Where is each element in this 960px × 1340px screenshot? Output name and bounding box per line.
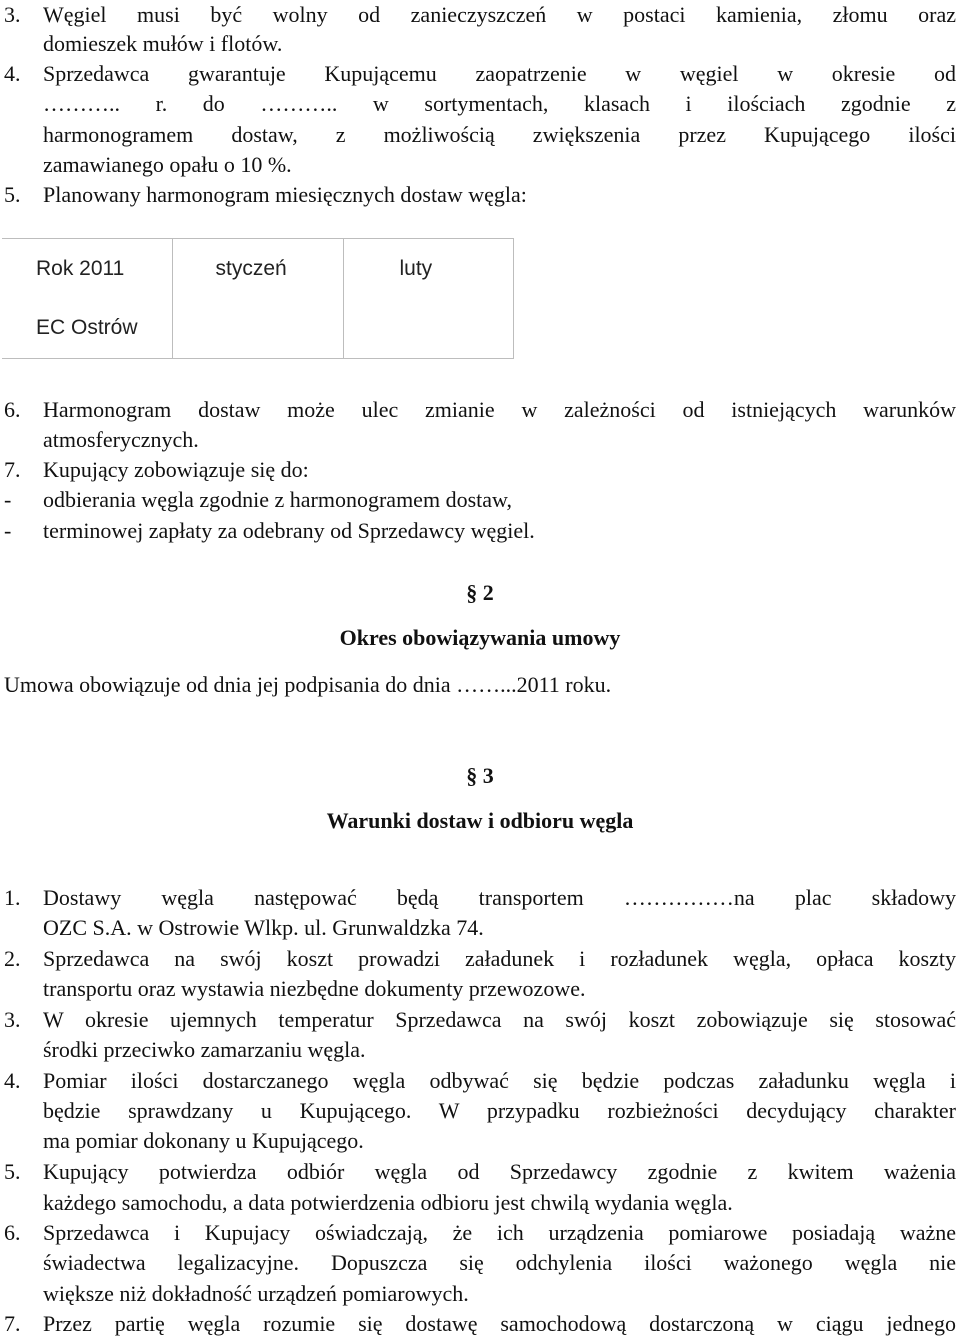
paragraph-text: odbierania węgla zgodnie z harmonogramem dostaw,: [43, 487, 512, 512]
item-number: 3.: [4, 2, 21, 27]
bullet-dash: -: [4, 518, 12, 543]
paragraph-line: [0, 0, 960, 30]
paragraph-text: Kupujący potwierdza odbiór węgla od Sprzedawcy zgodnie z kwitem ważenia: [43, 1159, 956, 1184]
table-cell-unit: EC Ostrów: [2, 299, 172, 359]
section-3-title: Warunki dostaw i odbioru węgla: [326, 808, 634, 833]
paragraph-line: [0, 395, 960, 425]
item-number: 7.: [4, 1311, 21, 1336]
paragraph-line: [0, 1005, 960, 1035]
paragraph-text: ……….. r. do ……….. w sortymentach, klasach i ilościach zgodnie z: [43, 91, 956, 116]
table-cell-month-february: luty: [343, 239, 513, 299]
paragraph-line: [0, 883, 960, 913]
paragraph-text: Przez partię węgla rozumie się dostawę samochodową dostarczoną w ciągu jednego: [43, 1311, 956, 1336]
paragraph-text: Dostawy węgla następować będą transportem ……………na plac składowy: [43, 885, 956, 910]
paragraph-text: środki przeciwko zamarzaniu węgla.: [43, 1037, 366, 1062]
paragraph-text: każdego samochodu, a data potwierdzenia odbioru jest chwilą wydania węgla.: [43, 1190, 733, 1215]
paragraph-text: domieszek mułów i flotów.: [43, 31, 283, 56]
paragraph-text: Planowany harmonogram miesięcznych dostaw węgla:: [43, 182, 527, 207]
item-number: 7.: [4, 457, 21, 482]
paragraph-text: Umowa obowiązuje od dnia jej podpisania do dnia ……...2011 roku.: [4, 672, 612, 697]
paragraph-text: Pomiar ilości dostarczanego węgla odbywać się będzie podczas załadunku węgla i: [43, 1068, 956, 1093]
paragraph-line: [0, 180, 960, 210]
table-row: [2, 239, 513, 299]
paragraph-text: Sprzedawca na swój koszt prowadzi załadunek i rozładunek węgla, opłaca koszty: [43, 946, 956, 971]
item-number: 5.: [4, 1159, 21, 1184]
paragraph-text: Kupujący zobowiązuje się do:: [43, 457, 309, 482]
item-number: 5.: [4, 182, 21, 207]
paragraph-line: [0, 455, 960, 485]
paragraph-line: [0, 1248, 960, 1278]
paragraph-line: [0, 1279, 960, 1309]
paragraph-line: [0, 516, 960, 546]
paragraph-line: [0, 1066, 960, 1096]
paragraph-line: [0, 485, 960, 515]
paragraph-line: [0, 1126, 960, 1156]
table-cell-february-value: [343, 299, 513, 359]
paragraph-text: Węgiel musi być wolny od zanieczyszczeń w postaci kamienia, złomu oraz: [43, 2, 956, 27]
item-number: 4.: [4, 1068, 21, 1093]
paragraph-line: [0, 1035, 960, 1065]
paragraph-line: [0, 59, 960, 89]
paragraph-text: Sprzedawca gwarantuje Kupującemu zaopatrzenie w węgiel w okresie od: [43, 61, 956, 86]
paragraph-line: [0, 425, 960, 455]
paragraph-line: [0, 913, 960, 943]
paragraph-text: OZC S.A. w Ostrowie Wlkp. ul. Grunwaldzka 74.: [43, 915, 484, 940]
paragraph-text: większe niż dokładność urządzeń pomiarowych.: [43, 1281, 469, 1306]
table-cell-january-value: [172, 299, 343, 359]
paragraph-line: [0, 150, 960, 180]
table-row: [2, 299, 513, 359]
paragraph-text: atmosferycznych.: [43, 427, 199, 452]
item-number: 3.: [4, 1007, 21, 1032]
paragraph-line: [0, 1096, 960, 1126]
table-cell-year: Rok 2011: [2, 239, 172, 299]
item-number: 2.: [4, 946, 21, 971]
bullet-dash: -: [4, 487, 12, 512]
item-number: 4.: [4, 61, 21, 86]
paragraph-text: świadectwa legalizacyjne. Dopuszcza się odchylenia ilości ważonego węgla nie: [43, 1250, 956, 1275]
paragraph-line: [0, 89, 960, 119]
item-number: 6.: [4, 397, 21, 422]
paragraph-text: zamawianego opału o 10 %.: [43, 152, 292, 177]
paragraph-text: Sprzedawca i Kupujacy oświadczają, że ich urządzenia pomiarowe posiadają ważne: [43, 1220, 956, 1245]
paragraph-line: [0, 29, 960, 59]
paragraph-text: terminowej zapłaty za odebrany od Sprzedawcy węgiel.: [43, 518, 535, 543]
paragraph-line: [0, 1218, 960, 1248]
paragraph-text: transportu oraz wystawia niezbędne dokumenty przewozowe.: [43, 976, 586, 1001]
paragraph-line: [0, 944, 960, 974]
paragraph-line: [0, 1157, 960, 1187]
paragraph-text: będzie sprawdzany u Kupującego. W przypadku rozbieżności decydujący charakter: [43, 1098, 956, 1123]
paragraph-text: W okresie ujemnych temperatur Sprzedawca na swój koszt zobowiązuje się stosować: [43, 1007, 956, 1032]
section-3-mark: § 3: [466, 763, 494, 788]
section-2-mark: § 2: [466, 580, 494, 605]
paragraph-line: [0, 120, 960, 150]
table-cell-month-january: styczeń: [172, 239, 343, 299]
section-2-title: Okres obowiązywania umowy: [339, 625, 621, 650]
paragraph-line: [0, 1188, 960, 1218]
paragraph-line: [0, 1309, 960, 1339]
delivery-schedule-table: [2, 238, 514, 359]
paragraph-text: ma pomiar dokonany u Kupującego.: [43, 1128, 364, 1153]
paragraph-line: [0, 670, 960, 700]
paragraph-text: Harmonogram dostaw może ulec zmianie w zależności od istniejących warunków: [43, 397, 956, 422]
item-number: 6.: [4, 1220, 21, 1245]
item-number: 1.: [4, 885, 21, 910]
paragraph-text: harmonogramem dostaw, z możliwością zwiększenia przez Kupującego ilości: [43, 122, 956, 147]
paragraph-line: [0, 974, 960, 1004]
